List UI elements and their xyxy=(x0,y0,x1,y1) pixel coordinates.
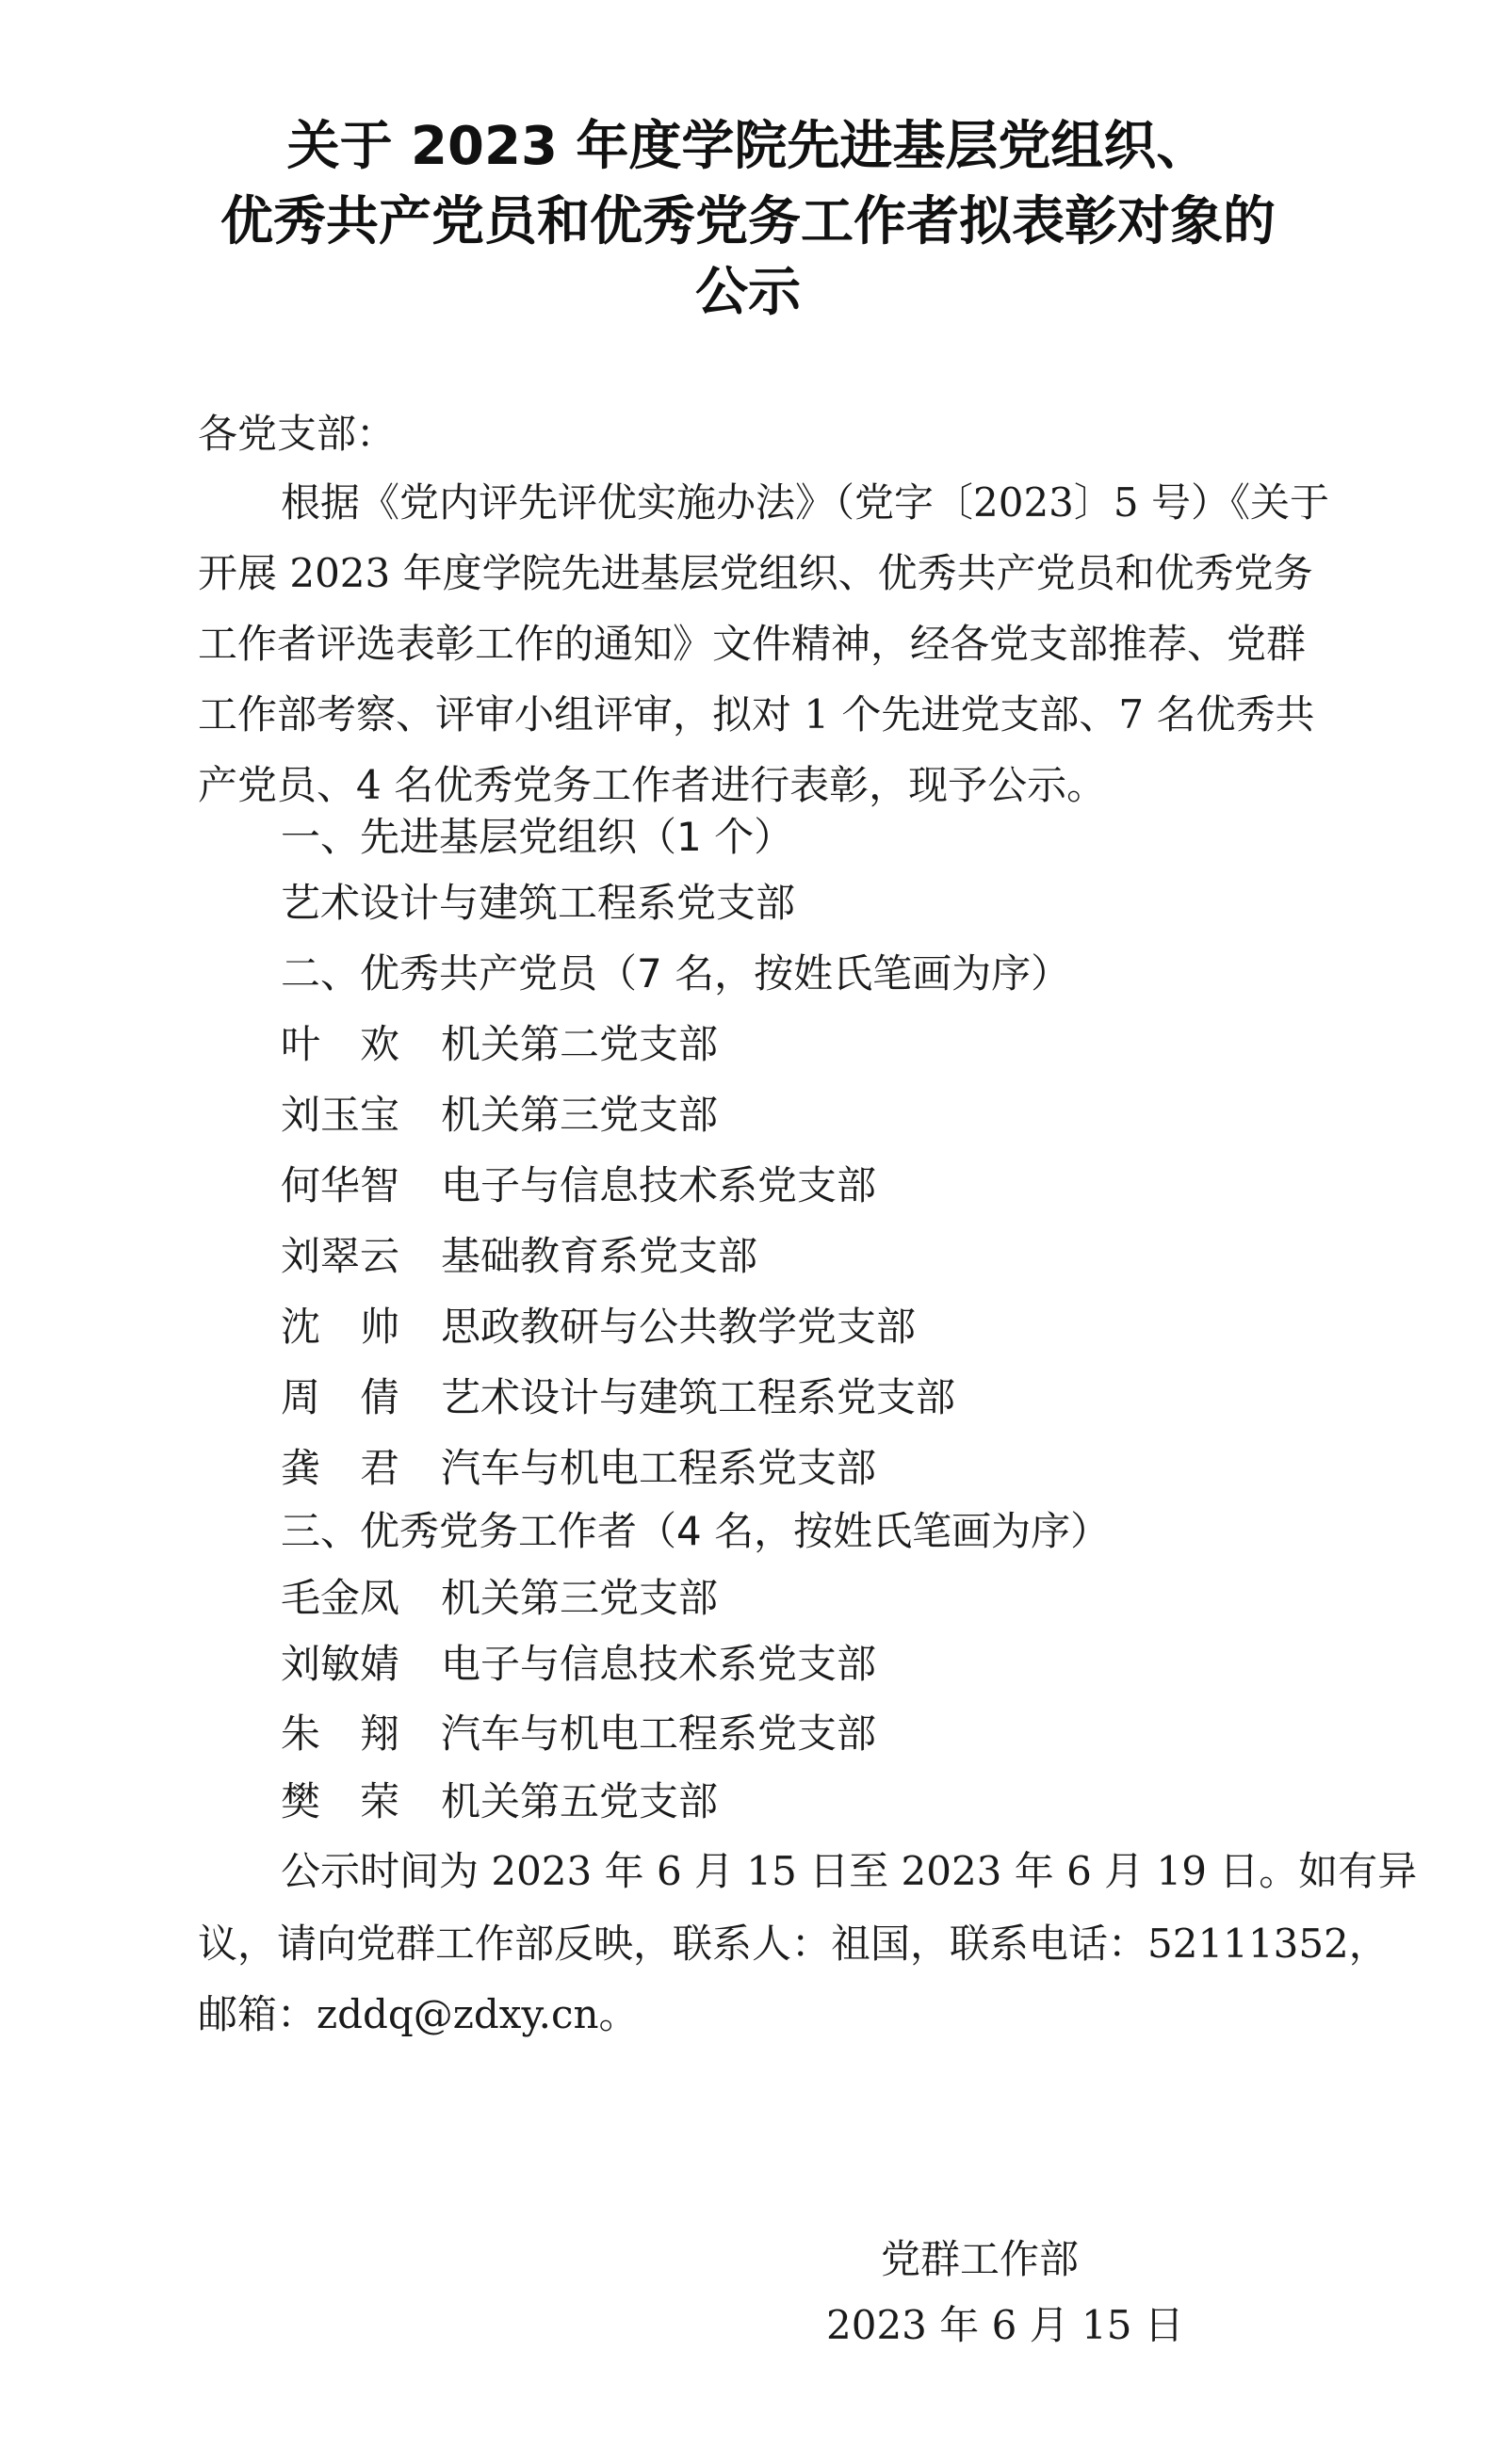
member-name: 龚 君 xyxy=(281,1445,400,1491)
worker-name: 毛金凤 xyxy=(281,1575,400,1621)
member-name: 沈 帅 xyxy=(281,1304,400,1350)
worker-branch: 电子与信息技术系党支部 xyxy=(441,1641,877,1687)
section-2-heading: 二、优秀共产党员（7 名，按姓氏笔画为序） xyxy=(281,950,1071,997)
worker-name: 刘敏婧 xyxy=(281,1641,400,1687)
member-branch: 思政教研与公共教学党支部 xyxy=(441,1304,917,1350)
member-branch: 机关第三党支部 xyxy=(441,1092,719,1138)
closing-line: 公示时间为 2023 年 6 月 15 日至 2023 年 6 月 19 日。如有异 xyxy=(281,1848,1418,1894)
member-branch: 机关第二党支部 xyxy=(441,1021,719,1067)
member-name: 何华智 xyxy=(281,1162,400,1208)
body-line: 工作者评选表彰工作的通知》文件精神，经各党支部推荐、党群 xyxy=(198,621,1307,667)
body-line: 工作部考察、评审小组评审，拟对 1 个先进党支部、7 名优秀共 xyxy=(198,691,1315,738)
signature-date: 2023 年 6 月 15 日 xyxy=(826,2302,1184,2348)
salutation: 各党支部： xyxy=(198,411,397,457)
section-3-heading: 三、优秀党务工作者（4 名，按姓氏笔画为序） xyxy=(281,1508,1111,1554)
section-1-item: 艺术设计与建筑工程系党支部 xyxy=(281,880,796,926)
worker-branch: 机关第五党支部 xyxy=(441,1778,719,1824)
worker-name: 朱 翔 xyxy=(281,1710,400,1757)
body-line: 开展 2023 年度学院先进基层党组织、优秀共产党员和优秀党务 xyxy=(198,550,1313,596)
body-line: 根据《党内评先评优实施办法》（党字〔2023〕5 号）《关于 xyxy=(281,479,1329,526)
section-1-heading: 一、先进基层党组织（1 个） xyxy=(281,814,794,860)
worker-branch: 汽车与机电工程系党支部 xyxy=(441,1710,877,1757)
member-name: 刘玉宝 xyxy=(281,1092,400,1138)
body-line: 产党员、4 名优秀党务工作者进行表彰，现予公示。 xyxy=(198,762,1107,808)
member-branch: 汽车与机电工程系党支部 xyxy=(441,1445,877,1491)
signature-org: 党群工作部 xyxy=(881,2236,1080,2282)
member-name: 叶 欢 xyxy=(281,1021,400,1067)
member-name: 周 倩 xyxy=(281,1374,400,1420)
member-branch: 电子与信息技术系党支部 xyxy=(441,1162,877,1208)
member-name: 刘翠云 xyxy=(281,1233,400,1279)
closing-line: 议，请向党群工作部反映，联系人：祖国，联系电话：52111352， xyxy=(198,1921,1389,1967)
worker-branch: 机关第三党支部 xyxy=(441,1575,719,1621)
member-branch: 艺术设计与建筑工程系党支部 xyxy=(441,1374,956,1420)
title-line-2: 优秀共产党员和优秀党务工作者拟表彰对象的 xyxy=(220,191,1276,252)
title-line-1: 关于 2023 年度学院先进基层党组织、 xyxy=(286,116,1210,177)
title-line-3: 公示 xyxy=(695,262,801,323)
closing-line: 邮箱：zddq@zdxy.cn。 xyxy=(198,1991,639,2037)
worker-name: 樊 荣 xyxy=(281,1778,400,1824)
member-branch: 基础教育系党支部 xyxy=(441,1233,758,1279)
